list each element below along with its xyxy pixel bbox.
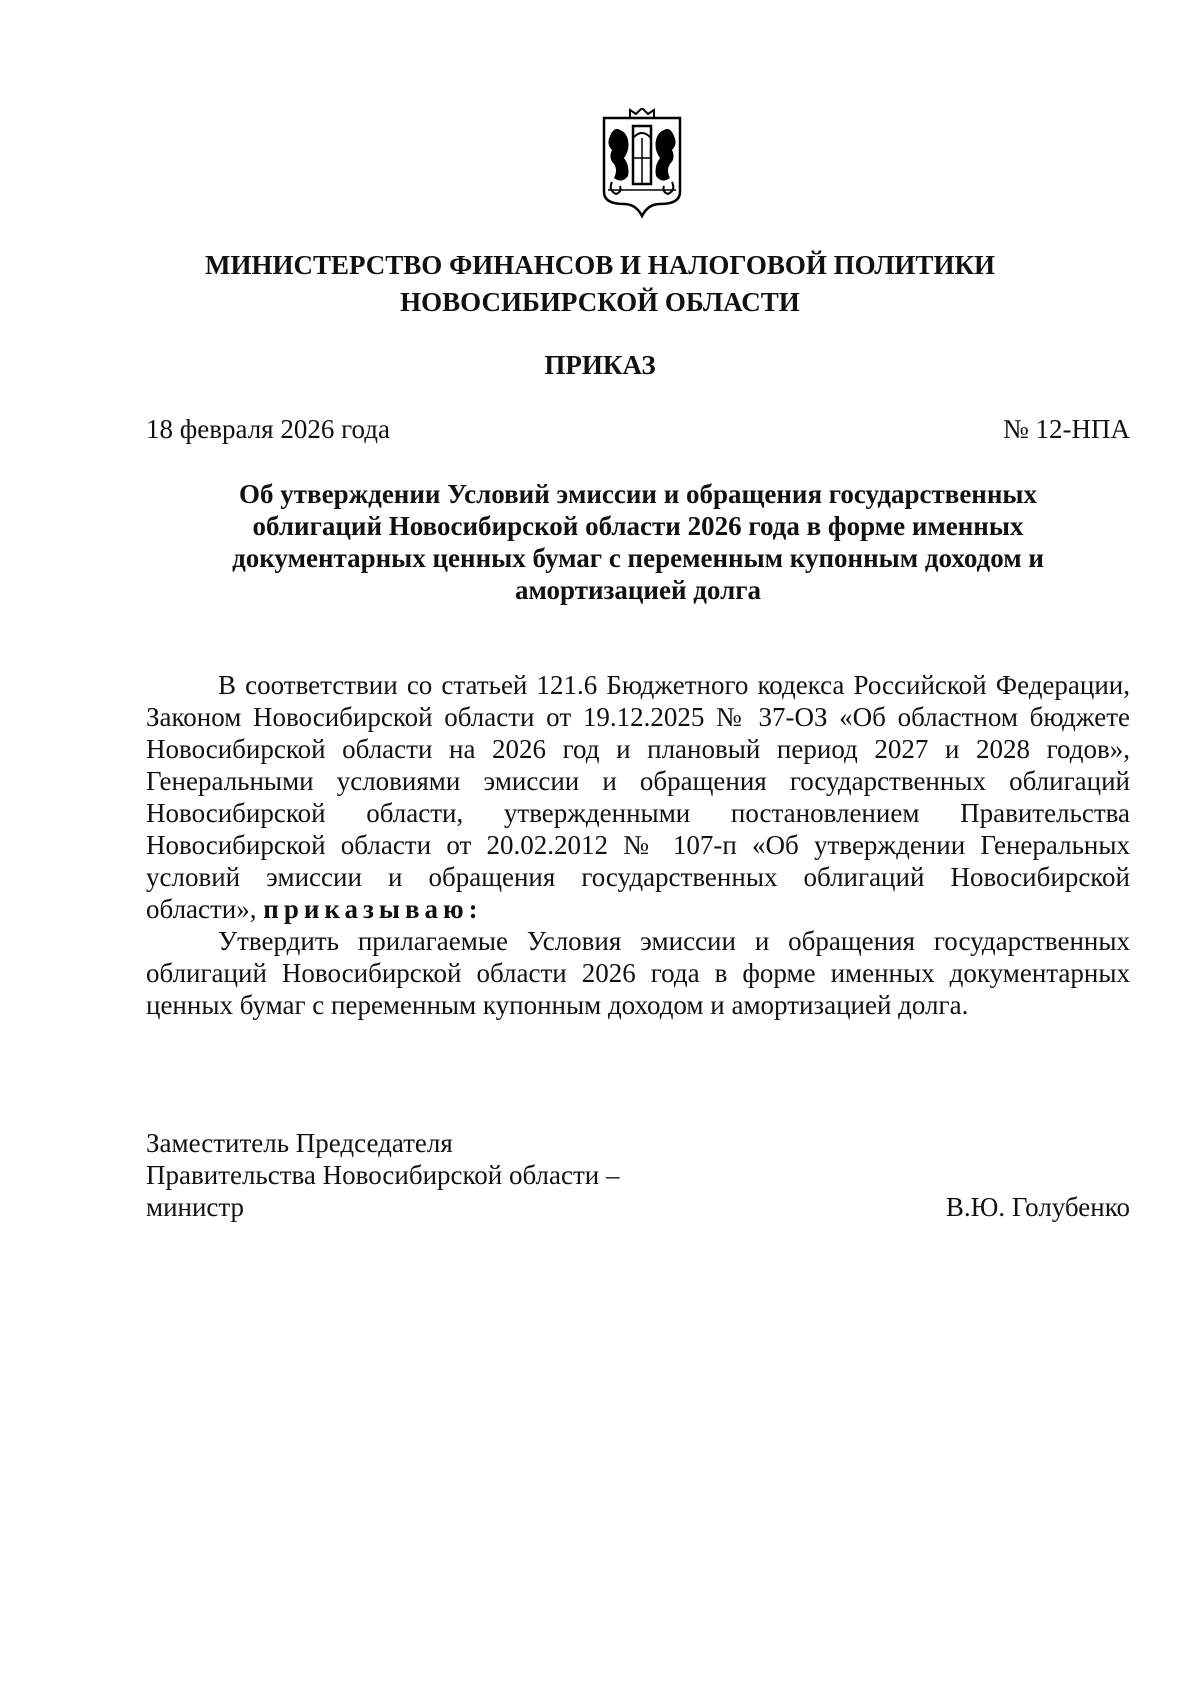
document-title-line2: облигаций Новосибирской области 2026 года в форме именных [252,511,1024,541]
signer-name: В.Ю. Голубенко [945,1192,1130,1222]
ministry-name-line2: НОВОСИБИРСКОЙ ОБЛАСТИ [400,287,800,317]
document-body [146,669,1130,1021]
signer-position-line2: Правительства Новосибирской области – [146,1160,620,1190]
order-word: приказываю: [263,894,483,924]
document-date: 18 февраля 2026 года [146,414,390,444]
document-title-line1: Об утверждении Условий эмиссии и обращения государственных [238,479,1038,509]
coat-of-arms-icon [600,108,684,220]
document-title-line4: амортизацией долга [515,575,761,605]
document-title [146,478,1130,606]
preamble-text: В соответствии со статьей 121.6 Бюджетного кодекса Российской Федерации, Законом Новосибирской области от 19.12.2025 № 37-ОЗ «Об областном бюджете Новосибирской области на 2026 год и плановый период 2027 и 2028 годов», Генеральными условиями эмиссии и обращения государственных облигаций Новосибирской области, утвержденными постановлением Правительства Новосибирской области от 20.02.2012 № 107-п «Об утверждении Генеральных условий эмиссии и обращения государственных облигаций Новосибирской области», [146,670,1130,924]
decision-paragraph: Утвердить прилагаемые Условия эмиссии и обращения государственных облигаций Новосибирской области 2026 года в форме именных документарных ценных бумаг с переменным купонным доходом и амортизацией долга. [146,926,1130,1020]
signer-position-line3: министр [146,1192,245,1222]
preamble-paragraph [146,669,1130,925]
signer-position-line1: Заместитель Председателя [146,1128,453,1158]
document-title-line3: документарных ценных бумаг с переменным купонным доходом и [232,543,1044,573]
ministry-name [0,247,1200,321]
ministry-name-line1: МИНИСТЕРСТВО ФИНАНСОВ И НАЛОГОВОЙ ПОЛИТИКИ [204,250,996,280]
signature-block [146,1127,1130,1223]
document-number: № 12-НПА [1003,414,1130,444]
document-type: ПРИКАЗ [544,350,656,380]
